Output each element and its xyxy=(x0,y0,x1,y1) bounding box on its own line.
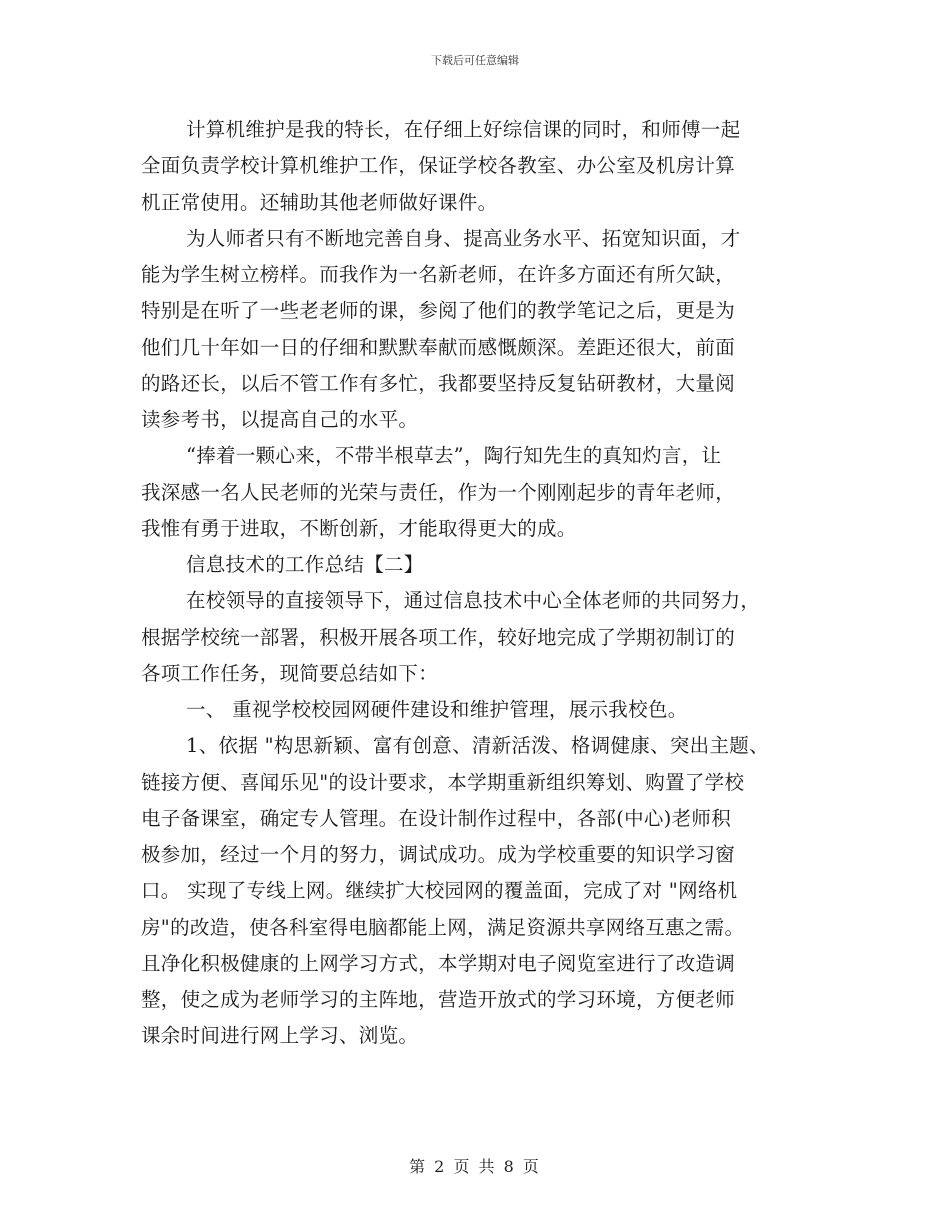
text-line: 为人师者只有不断地完善自身、提高业务水平、拓宽知识面，才 xyxy=(186,226,741,250)
text-line: 极参加，经过一个月的努力，调试成功。成为学校重要的知识学习窗 xyxy=(141,843,736,866)
text-line: 整，使之成为老师学习的主阵地，营造开放式的学习环境，方便老师 xyxy=(141,988,736,1011)
text-line: 根据学校统一部署，积极开展各项工作，较好地完成了学期初制订的 xyxy=(141,625,736,649)
text-line: “捧着一颗心来，不带半根草去”，陶行知先生的真知灼言，让 xyxy=(186,444,722,468)
text-line: 各项工作任务，现简要总结如下： xyxy=(141,661,439,685)
section-heading: 信息技术的工作总结【二】 xyxy=(186,553,424,576)
text-line: 读参考书，以提高自己的水平。 xyxy=(141,408,419,431)
text-line: 他们几十年如一日的仔细和默默奉献而感慨颇深。差距还很大，前面 xyxy=(141,335,736,359)
text-line: 全面负责学校计算机维护工作，保证学校各教室、办公室及机房计算 xyxy=(141,154,736,178)
text-line: 口。 实现了专线上网。继续扩大校园网的覆盖面，完成了对 "网络机 xyxy=(141,879,738,903)
text-line: 且净化积极健康的上网学习方式，本学期对电子阅览室进行了改造调 xyxy=(141,951,736,975)
page-header: 下载后可任意编辑 xyxy=(431,54,519,67)
text-line: 1、依据 "构思新颖、富有创意、清新活泼、格调健康、突出主题、 xyxy=(186,734,769,758)
text-line: 链接方便、喜闻乐见"的设计要求，本学期重新组织筹划、购置了学校 xyxy=(141,770,745,794)
text-line: 计算机维护是我的特长，在仔细上好综信课的同时，和师傅一起 xyxy=(186,118,741,141)
text-line: 的路还长，以后不管工作有多忙，我都要坚持反复钻研教材，大量阅 xyxy=(141,371,736,395)
page-number: 第 2 页 共 8 页 xyxy=(409,1157,541,1176)
text-line: 电子备课室，确定专人管理。在设计制作过程中，各部(中心)老师积 xyxy=(141,806,732,830)
text-line: 房"的改造，使各科室得电脑都能上网，满足资源共享网络互惠之需。 xyxy=(141,915,745,939)
text-line: 能为学生树立榜样。而我作为一名新老师，在许多方面还有所欠缺， xyxy=(141,263,736,286)
text-line: 课余时间进行网上学习、浏览。 xyxy=(141,1024,419,1048)
text-line: 我深感一名人民老师的光荣与责任，作为一个刚刚起步的青年老师， xyxy=(141,480,736,504)
text-line: 我惟有勇于进取，不断创新，才能取得更大的成。 xyxy=(141,516,577,540)
document-body xyxy=(141,112,831,1055)
subsection-heading: 一、 重视学校校园网硬件建设和维护管理，展示我校色。 xyxy=(186,698,688,721)
text-line: 在校领导的直接领导下，通过信息技术中心全体老师的共同努力， xyxy=(186,589,761,613)
text-line: 特别是在听了一些老老师的课，参阅了他们的教学笔记之后，更是为 xyxy=(141,299,736,323)
text-line: 机正常使用。还辅助其他老师做好课件。 xyxy=(141,190,498,214)
